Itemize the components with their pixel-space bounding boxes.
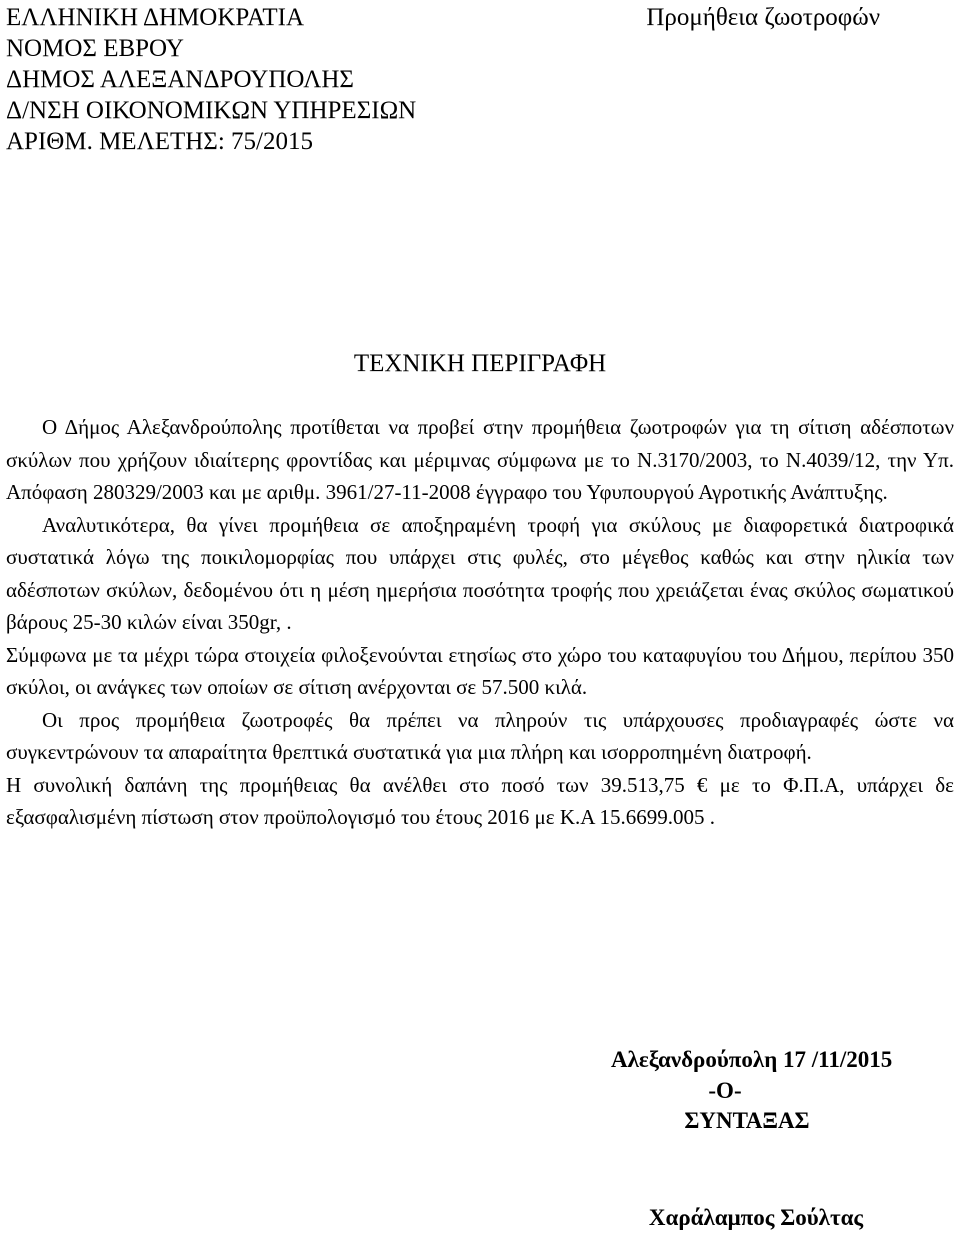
header-line-municipality: ΔΗΜΟΣ ΑΛΕΞΑΝΔΡΟΥΠΟΛΗΣ [6,66,354,93]
signatory-name: Χαράλαμπος Σούλτας [648,1205,864,1230]
paragraph-details: Αναλυτικότερα, θα γίνει προμήθεια σε αποξηραμένη τροφή για σκύλους με διαφορετικά διατροφικά συστατικά λόγω της ποικιλομορφίας που υπάρχει στις φυλές, στο μέγεθος καθώς και στην ηλικία των αδέσποτων σκύλων, δεδομένου ότι η μέση ημερήσια ποσότητα τροφής που χρειάζεται ένας σκύλος σωματικού βάρους 25-30 κιλών είναι 350gr, . [6,512,954,634]
paragraph-specifications: Οι προς προμήθεια ζωοτροφές θα πρέπει να πληρούν τις υπάρχουσες προδιαγραφές ώστε να συγκεντρώνουν τα απαραίτητα θρεπτικά συστατικά για μια πλήρη και ισορροπημένη διατροφή. [6,707,954,764]
header-line-prefecture: ΝΟΜΟΣ ΕΒΡΟΥ [6,35,184,62]
header-line-directorate: Δ/ΝΣΗ ΟΙΚΟΝΟΜΙΚΩΝ ΥΠΗΡΕΣΙΩΝ [6,97,417,124]
document-title: ΤΕΧΝΙΚΗ ΠΕΡΙΓΡΑΦΗ [353,350,607,377]
paragraph-budget: Η συνολική δαπάνη της προμήθειας θα ανέλθει στο ποσό των 39.513,75 € με το Φ.Π.Α, υπάρχει δε εξασφαλισμένη πίστωση στον προϋπολογισμό του έτους 2016 με Κ.Α 15.6699.005 . [6,772,954,829]
document-body [6,411,954,834]
signature-role: ΣΥΝΤΑΞΑΣ [684,1108,810,1133]
paragraph-intro: Ο Δήμος Αλεξανδρούπολης προτίθεται να προβεί στην προμήθεια ζωοτροφών για τη σίτιση αδέσποτων σκύλων που χρήζουν ιδιαίτερης φροντίδας και μέριμνας σύμφωνα με το Ν.3170/2003, το Ν.4039/12, την Υπ. Απόφαση 280329/2003 και με αριθμ. 3961/27-11-2008 έγγραφο του Υφυπουργού Αγροτικής Ανάπτυξης. [6,415,954,504]
header-line-study-number: ΑΡΙΘΜ. ΜΕΛΕΤΗΣ: 75/2015 [6,128,313,155]
signature-marker: -Ο- [708,1078,742,1103]
document-subject: Προμήθεια ζωοτροφών [646,4,880,31]
paragraph-quantities: Σύμφωνα με τα μέχρι τώρα στοιχεία φιλοξενούνται ετησίως στο χώρο του καταφυγίου του Δήμου, περίπου 350 σκύλοι, οι ανάγκες των οποίων σε σίτιση ανέρχονται σε 57.500 κιλά. [6,642,954,699]
issuer-header [6,2,416,157]
signature-place-date: Αλεξανδρούπολη 17 /11/2015 [611,1047,893,1072]
header-line-country: ΕΛΛΗΝΙΚΗ ΔΗΜΟΚΡΑΤΙΑ [6,4,304,31]
